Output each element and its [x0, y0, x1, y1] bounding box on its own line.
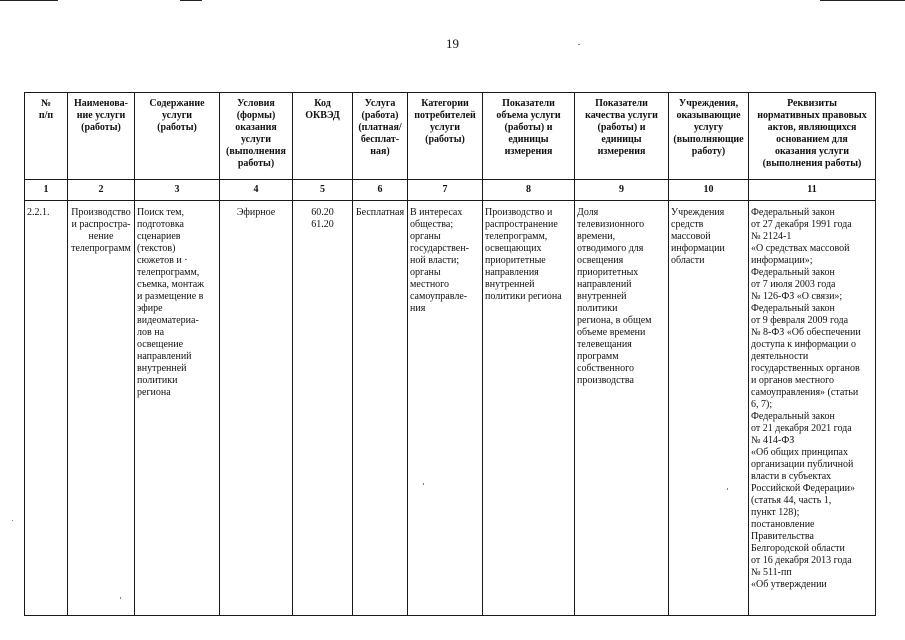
scan-speck: [727, 488, 728, 490]
header-consumer-categories: Категории потребителей услуги (работы): [408, 93, 483, 180]
header-service-name: Наименова- ние услуги (работы): [68, 93, 135, 180]
header-conditions: Условия (формы) оказания услуги (выполнения работы): [220, 93, 293, 180]
table-row: [25, 201, 876, 616]
cell-consumer-categories: В интересах общества; органы государствен- ной власти; органы местного самоуправле- ния: [408, 201, 483, 616]
column-number: 8: [483, 180, 575, 201]
scan-speck: [12, 520, 13, 521]
header-number: № п/п: [25, 93, 68, 180]
scan-edge-line-left: [0, 0, 58, 1]
cell-row-number: 2.2.1.: [25, 201, 68, 616]
cell-okved-code: 60.20 61.20: [293, 201, 353, 616]
header-service-content: Содержание услуги (работы): [135, 93, 220, 180]
column-number: 6: [353, 180, 408, 201]
scan-speck: [120, 597, 121, 599]
services-table: [24, 92, 876, 616]
column-number: 3: [135, 180, 220, 201]
cell-service-content: Поиск тем, подготовка сценариев (текстов) сюжетов и · телепрограмм, съемка, монтаж и размещение в эфире видеоматериа- лов на освещение направлений внутренней политики региона: [135, 201, 220, 616]
cell-legal-acts: Федеральный закон от 27 декабря 1991 года № 2124-1 «О средствах массовой информации»; Федеральный закон от 7 июля 2003 года № 126-ФЗ «О связи»; Федеральный закон от 9 февраля 2009 года № 8-ФЗ «Об обеспечении доступа к информации о деятельности государственных органов и органов местного самоуправления» (статьи 6, 7); Федеральный закон от 21 декабря 2021 года № 414-ФЗ «Об общих принципах организации публичной власти в субъектах Российской Федерации» (статья 44, часть 1, пункт 128); постановление Правительства Белгородской области от 16 декабря 2013 года № 511-пп «Об утверждении: [749, 201, 876, 616]
page-number: 19: [446, 36, 459, 51]
scan-speck: [578, 44, 580, 45]
header-row: [25, 93, 876, 180]
column-number: 7: [408, 180, 483, 201]
cell-volume-indicators: Производство и распространение телепрограмм, освещающих приоритетные направления внутренней политики региона: [483, 201, 575, 616]
header-quality-indicators: Показатели качества услуги (работы) и единицы измерения: [575, 93, 669, 180]
scan-edge-line-right: [820, 0, 905, 1]
scan-speck: [423, 483, 424, 485]
cell-institutions: Учреждения средств массовой информации области: [669, 201, 749, 616]
cell-conditions: Эфирное: [220, 201, 293, 616]
header-okved-code: Код ОКВЭД: [293, 93, 353, 180]
header-volume-indicators: Показатели объема услуги (работы) и единицы измерения: [483, 93, 575, 180]
header-legal-acts: Реквизиты нормативных правовых актов, являющихся основанием для оказания услуги (выполнения работы): [749, 93, 876, 180]
scan-edge-line-mid: [180, 0, 202, 1]
cell-paid-free: Бесплатная: [353, 201, 408, 616]
column-number: 10: [669, 180, 749, 201]
column-number: 1: [25, 180, 68, 201]
column-number: 4: [220, 180, 293, 201]
cell-quality-indicators: Доля телевизионного времени, отводимого для освещения приоритетных направлений внутренней политики региона, в общем объеме времени телевещания программ собственного производства: [575, 201, 669, 616]
header-paid-free: Услуга (работа) (платная/ бесплат- ная): [353, 93, 408, 180]
column-number: 2: [68, 180, 135, 201]
header-institutions: Учреждения, оказывающие услугу (выполняющие работу): [669, 93, 749, 180]
cell-service-name: Производство и распростра- нение телепрограмм: [68, 201, 135, 616]
column-number: 11: [749, 180, 876, 201]
column-number-row: [25, 180, 876, 201]
column-number: 9: [575, 180, 669, 201]
column-number: 5: [293, 180, 353, 201]
